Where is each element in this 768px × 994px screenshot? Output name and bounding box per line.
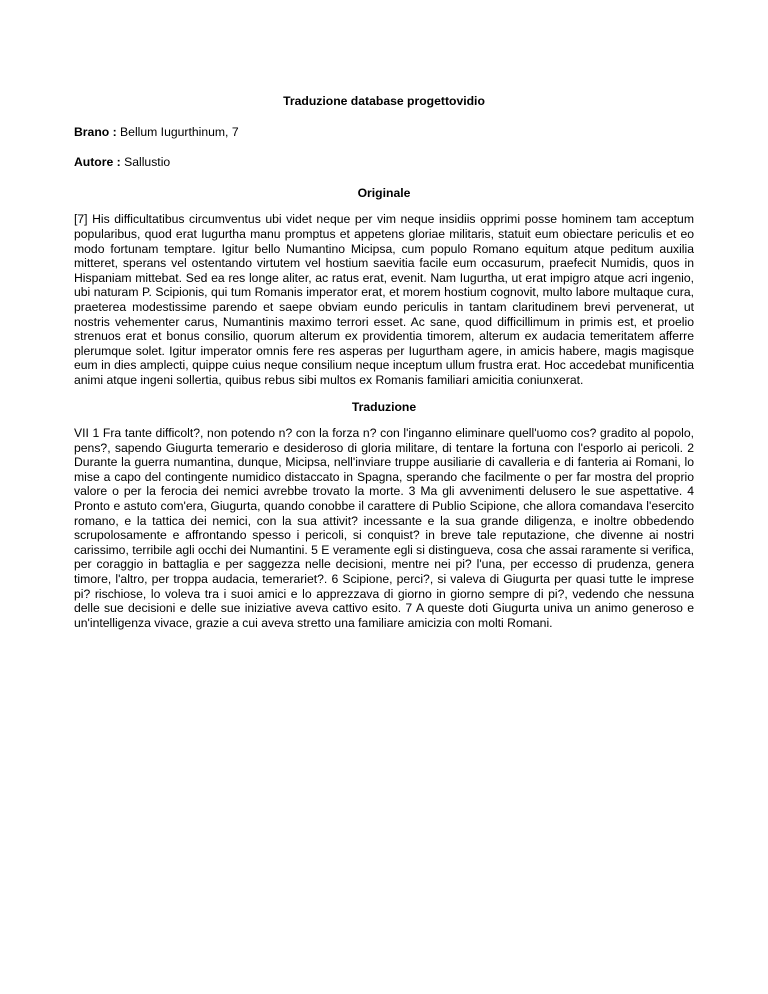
autore-value: Sallustio <box>124 155 171 170</box>
originale-heading: Originale <box>357 185 411 200</box>
document-page <box>74 94 694 642</box>
traduzione-heading: Traduzione <box>351 399 417 414</box>
brano-line <box>74 125 694 140</box>
traduzione-text: VII 1 Fra tante difficolt?, non potendo n? con la forza n? con l'inganno eliminare quell'uomo cos? gradito al popolo, pens?, sapendo Giugurta temerario e desideroso di gloria militare, di tentare la fortuna con l'esporlo ai pericoli. 2 Durante la guerra numantina, dunque, Micipsa, nell'inviare truppe ausiliarie di cavalleria e di fanteria ai Romani, lo mise a capo del contingente numidico distaccato in Spagna, sperando che facilmente o per far mostra del proprio valore o per la ferocia dei nemici avrebbe trovato la morte. 3 Ma gli avvenimenti delusero le sue aspettative. 4 Pronto e astuto com'era, Giugurta, quando conobbe il carattere di Publio Scipione, che allora comandava l'esercito romano, e la tattica dei nemici, con la sua attivit? incessante e la sua grande diligenza, e inoltre obbedendo scrupolosamente e affrontando spesso i pericoli, si conquist? in breve tale reputazione, che divenne ai nostri carissimo, terribile agli occhi dei Numantini. 5 E veramente egli si distingueva, cosa che assai raramente si verifica, per coraggio in battaglia e per saggezza nelle decisioni, mentre nei pi? l'una, per eccesso di prudenza, genera timore, l'altro, per troppa audacia, temerariet?. 6 Scipione, perci?, si valeva di Giugurta per quasi tutte le imprese pi? rischiose, lo voleva tra i suoi amici e lo apprezzava di giorno in giorno sempre di pi?, vedendo che nessuna delle sue decisioni e delle sue iniziative aveva cattivo esito. 7 A queste doti Giugurta univa un animo generoso e un'intelligenza vivace, grazie a cui aveva stretto una familiare amicizia con molti Romani. <box>74 426 694 630</box>
autore-label: Autore : <box>74 155 121 170</box>
brano-value: Bellum Iugurthinum, 7 <box>120 124 239 139</box>
autore-line <box>74 155 694 170</box>
document-title: Traduzione database progettovidio <box>283 94 485 108</box>
brano-label: Brano : <box>74 124 117 139</box>
originale-text: [7] His difficultatibus circumventus ubi videt neque per vim neque insidiis opprimi posse hominem tam acceptum popularibus, quod erat Iugurtha manu promptus et appetens gloriae militaris, statuit eum obiectare periculis et eo modo fortunam temptare. Igitur bello Numantino Micipsa, cum populo Romano equitum atque peditum auxilia mitteret, sperans vel ostentando virtutem vel hostium saevitia facile eum occasurum, praefecit Numidis, quos in Hispaniam mittebat. Sed ea res longe aliter, ac ratus erat, evenit. Nam Iugurtha, ut erat impigro atque acri ingenio, ubi naturam P. Scipionis, qui tum Romanis imperator erat, et morem hostium cognovit, multo labore multaque cura, praeterea modestissime parendo et saepe obviam eundo periculis in tantam claritudinem brevi pervenerat, ut nostris vehementer carus, Numantinis maximo terrori esset. Ac sane, quod difficillimum in primis est, et proelio strenuos erat et bonus consilio, quorum alterum ex providentia timorem, alterum ex audacia temeritatem afferre plerumque solet. Igitur imperator omnis fere res asperas per Iugurtham agere, in amicis habere, magis magisque eum in dies amplecti, quippe cuius neque consilium neque inceptum ullum frustra erat. Hoc accedebat munificentia animi atque ingeni sollertia, quibus rebus sibi multos ex Romanis familiari amicitia coniunxerat. <box>74 212 694 387</box>
